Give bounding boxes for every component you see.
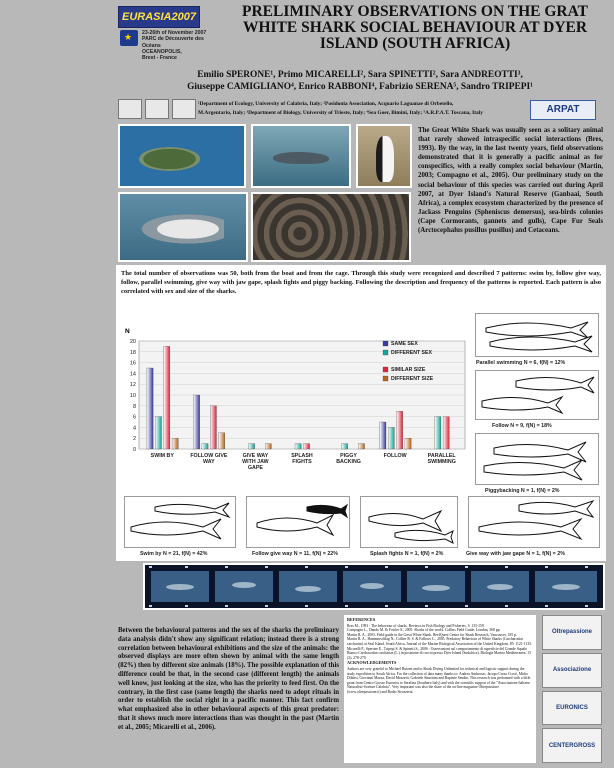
underwater-shark-photo-strip xyxy=(143,563,605,610)
y-tick-label: 20 xyxy=(129,339,136,345)
x-tick-label: FOLLOW xyxy=(383,453,407,459)
y-tick-label: 0 xyxy=(132,447,136,453)
unical-logo xyxy=(118,99,142,119)
legend-swatch xyxy=(383,376,388,381)
bar xyxy=(248,444,254,449)
legend-label: SAME SEX xyxy=(391,341,418,347)
y-tick-label: 8 xyxy=(132,403,136,410)
shark-drawing-icon xyxy=(476,434,598,484)
introduction-text: The Great White Shark was usually seen as a solitary animal that rarely showed intraspecific social interactions (Bres, 1993). By the way, in the last twenty years, field observations demonstrated that it is generally a pacific animal as for conspecifics, with a really complex social behaviour (Martin, 2003; Compagno et al., 2005). Our preliminary study on the social behaviour of this species was carried out during April 2007, at Dyer Island's Natural Reserve (Ganbaai, South Africa), a complex ecosystem characterized by the presence of Jackass Penguins (Spheniscus demersus), sea-birds colonies (Cape Cormorants, gannets and gulls), Cape Fur Seals (Arctocephalus pusillus pusillus) and Cetaceans. xyxy=(418,127,603,235)
event-venue-name: OCEANOPOLIS, xyxy=(142,48,182,55)
sponsor-logo: CENTERGROSS xyxy=(542,728,602,763)
parallel-swimming-caption: Parallel swimming N = 6, f(N) = 12% xyxy=(476,360,566,366)
bar xyxy=(193,395,199,449)
shark-drawing-icon xyxy=(469,497,599,547)
piggybacking-caption: Piggybacking N = 1, f(N) = 2% xyxy=(485,488,560,494)
bar xyxy=(443,417,449,449)
eu-flag-icon xyxy=(120,30,138,46)
shark-drawing-icon xyxy=(361,497,457,547)
splash-fights-illustration xyxy=(360,496,458,548)
shark-drawing-icon xyxy=(476,314,598,356)
bar xyxy=(388,427,394,449)
chart-svg xyxy=(121,319,469,487)
behaviour-bar-chart xyxy=(121,319,469,487)
bar xyxy=(435,417,441,449)
bar xyxy=(219,433,225,449)
x-tick-label: PIGGY BACKING xyxy=(336,453,361,465)
y-tick-label: 12 xyxy=(129,382,136,389)
legend-label: DIFFERENT SIZE xyxy=(391,376,434,382)
event-venue: PARC de Découverte des Océans xyxy=(142,36,204,49)
swim-by-caption: Swim by N = 21, f(N) = 42% xyxy=(140,551,208,557)
bar xyxy=(147,368,153,449)
x-tick-label: GIVE WAY WITH JAW GAPE xyxy=(242,453,269,471)
follow-give-way-illustration xyxy=(246,496,350,548)
legend-swatch xyxy=(383,341,388,346)
bar xyxy=(295,444,301,449)
reference-item: Micarelli P., Sperone E., Tripepi S. & Spinetti S., 2006 - Osservazioni sul comportamento di superficie del Grande Squalo Bianco Carcharodon carcharias (L.) in posizione di caccia presso Dyer Island (Sudafrica). Biologia Marina Mediterranea. 13 (2): 278-279. xyxy=(347,646,531,660)
results-discussion-text: Between the behavioural patterns and the sex of the sharks the preliminary data analysis didn't show any significant relation; instead there is a strong correlation between behavioural exhibitions and the size of the animals: the observed displays are more often shown by animal with the same length (82%) then by different size animals (18%). The possible explanation of this difference could be that, in the second case (different length) the animals well know, just looking at the size, who has the priority to feed first. On the contrary, in the first case (same length) the sharks need to adopt rituals in order to establish the social right in a pacific manner. This fact confirm what emphasized also in other behavioural aspects of this great predator: that it shows much more interactions than was thought in the past (Martin et al., 2005; Micarelli et al., 2006). xyxy=(118,627,339,731)
film-strip-frames xyxy=(145,565,603,608)
cape-fur-seals-photo xyxy=(251,192,411,262)
arpat-logo: ARPAT xyxy=(530,100,596,120)
legend-swatch xyxy=(383,350,388,355)
y-tick-label: 6 xyxy=(132,414,136,421)
great-white-shark-photo xyxy=(118,192,248,262)
event-info xyxy=(142,30,222,61)
affiliations xyxy=(198,100,528,117)
shark-drawing-icon xyxy=(247,497,349,547)
references-box xyxy=(344,615,536,763)
follow-caption: Follow N = 9, f(N) = 18% xyxy=(492,423,552,429)
sponsor-logo: Oltrepassione xyxy=(542,615,602,650)
bar xyxy=(202,444,208,449)
dyer-island-photo xyxy=(118,124,246,188)
reference-item: Martin R. A., 2003. Field guide to the Great White Shark. ReefQuest Centre for Shark Research, Vancouver, 185 p. xyxy=(347,632,517,637)
legend-label: DIFFERENT SEX xyxy=(391,350,432,356)
parallel-swimming-illustration xyxy=(475,313,599,357)
y-axis-label: N xyxy=(125,328,130,335)
sponsor-logo: Associazione xyxy=(542,653,602,688)
reference-item: Bres M., 1993 - The behaviour of sharks. Reviews in Fish Biology and Fisheries, 3: 133-159. xyxy=(347,623,485,628)
shark-drawing-icon xyxy=(476,371,598,419)
y-tick-label: 4 xyxy=(132,425,136,432)
give-way-jaw-gape-illustration xyxy=(468,496,600,548)
piggybacking-illustration xyxy=(475,433,599,485)
give-way-jaw-gape-caption: Give way with jaw gape N = 1, f(N) = 2% xyxy=(466,551,565,557)
legend-label: SIMILAR SIZE xyxy=(391,367,426,373)
sponsor-logo: EURONICS xyxy=(542,691,602,726)
y-tick-label: 14 xyxy=(129,371,136,378)
y-tick-label: 2 xyxy=(132,436,136,443)
affiliation-line-1: ¹Department of Ecology, University of Calabria, Italy; ²Posidonia Association, Acquario Laguanae di Orbetello, xyxy=(198,101,454,107)
follow-give-way-caption: Follow give way N = 11, f(N) = 22% xyxy=(252,551,338,557)
poster-title: PRELIMINARY OBSERVATIONS ON THE GRAT WHITE SHARK SOCIAL BEHAVIOUR AT DYER ISLAND (SOUTH AFRICA) xyxy=(241,3,588,53)
x-tick-label: FOLLOW GIVE WAY xyxy=(190,453,228,465)
references-heading: REFERENCES xyxy=(347,617,376,622)
dolphin-photo xyxy=(251,124,351,188)
event-city: Brest - France xyxy=(142,55,177,62)
x-tick-label: SPLASH FIGHTS xyxy=(291,453,313,465)
bar xyxy=(342,444,348,449)
event-date: 23-26th of November 2007 xyxy=(142,30,207,36)
bar xyxy=(380,422,386,449)
x-tick-label: PARALLEL SWIMMING xyxy=(427,453,456,465)
posidonia-logo xyxy=(145,99,169,119)
bar xyxy=(155,417,161,449)
acknowledgements-text: Authors are very grateful to Michael Rutzen and to Shark Diving Unlimited for technical and logistic support during the study expedition to South Africa. For the collection of data many thanks to: Andrea Ambrosio, Jacopo Corso Crocè, Mirko Diblasi, Giovanni Mazza, David Mezzetti, Gabriele Simonini and Baptiste Sendin. This research was performed with a little grant from Centro Grosso Euronics to Serafina (Southern Italy) and with the scientific support of the "Associazione Italiana Naturalisti-Scienze Calabria". Very important was also the share of the on-line magazine Oltrepassione (www.oltrepassione.it) and Radio Strozzeria. xyxy=(347,666,531,694)
bar xyxy=(265,444,271,449)
observations-description: The total number of observations was 50, both from the boat and from the cage. Through this study were recognized and described 7 patterns: swim by, follow give way, follow, parallel swimming, give way with jaw gape, splash fights and piggy backing. Following the description and frequency of the patterns is reported. Each pattern is also correlated with sex and size of the sharks. xyxy=(121,270,601,295)
y-tick-label: 10 xyxy=(129,393,136,399)
university-logos xyxy=(118,99,196,119)
bar xyxy=(397,411,403,449)
follow-illustration xyxy=(475,370,599,420)
bar xyxy=(210,406,216,449)
reference-item: Martin R. A., Hammerschlag N., Collier R. S. & Fallows C., 2005. Predatory Behaviour of White Sharks (Carcharodon carcharias) at Seal Island, South Africa. Journal of the Marine Biological Association of the United Kingdom, 85: 1121-1135. xyxy=(347,637,532,646)
authors-line-1: Emilio SPERONE¹, Primo MICARELLI², Sara SPINETTI², Sara ANDREOTTI³, xyxy=(197,70,523,80)
y-tick-label: 18 xyxy=(129,349,136,356)
y-tick-label: 16 xyxy=(129,360,136,367)
bar xyxy=(303,444,309,449)
bar xyxy=(164,346,170,449)
authors-line-2: Giuseppe CAMIGLIANO⁴, Enrico RABBONI⁴, Fabrizio SERENA⁵, Sandro TRIPEPI¹ xyxy=(187,82,533,92)
sponsor-logos xyxy=(542,615,602,763)
bar xyxy=(172,438,178,449)
acknowledgements-heading: ACKNOWLEDGEMENTS xyxy=(347,660,397,666)
x-tick-label: SWIM BY xyxy=(150,453,174,459)
reference-item: Compagno L., Dando M. & Fowler S., 2005. Sharks of the world. Collins Field Guide, London, 368 pp. xyxy=(347,628,501,633)
trieste-logo xyxy=(172,99,196,119)
eurasia-logo: EURASIA2007 xyxy=(118,6,200,28)
bar xyxy=(358,444,364,449)
affiliation-line-2: M.Argentario, Italy; ³Department of Biology, University of Trieste, Italy; ⁴Sea Goer, Bimini, Italy; ⁵A.R.P.A.T. Toscana, Italy xyxy=(198,109,483,116)
shark-drawing-icon xyxy=(125,497,235,547)
legend-swatch xyxy=(383,367,388,372)
splash-fights-caption: Splash fights N = 1, f(N) = 2% xyxy=(370,551,444,557)
swim-by-illustration xyxy=(124,496,236,548)
penguin-photo xyxy=(356,124,412,188)
bar xyxy=(405,438,411,449)
authors xyxy=(150,69,570,93)
